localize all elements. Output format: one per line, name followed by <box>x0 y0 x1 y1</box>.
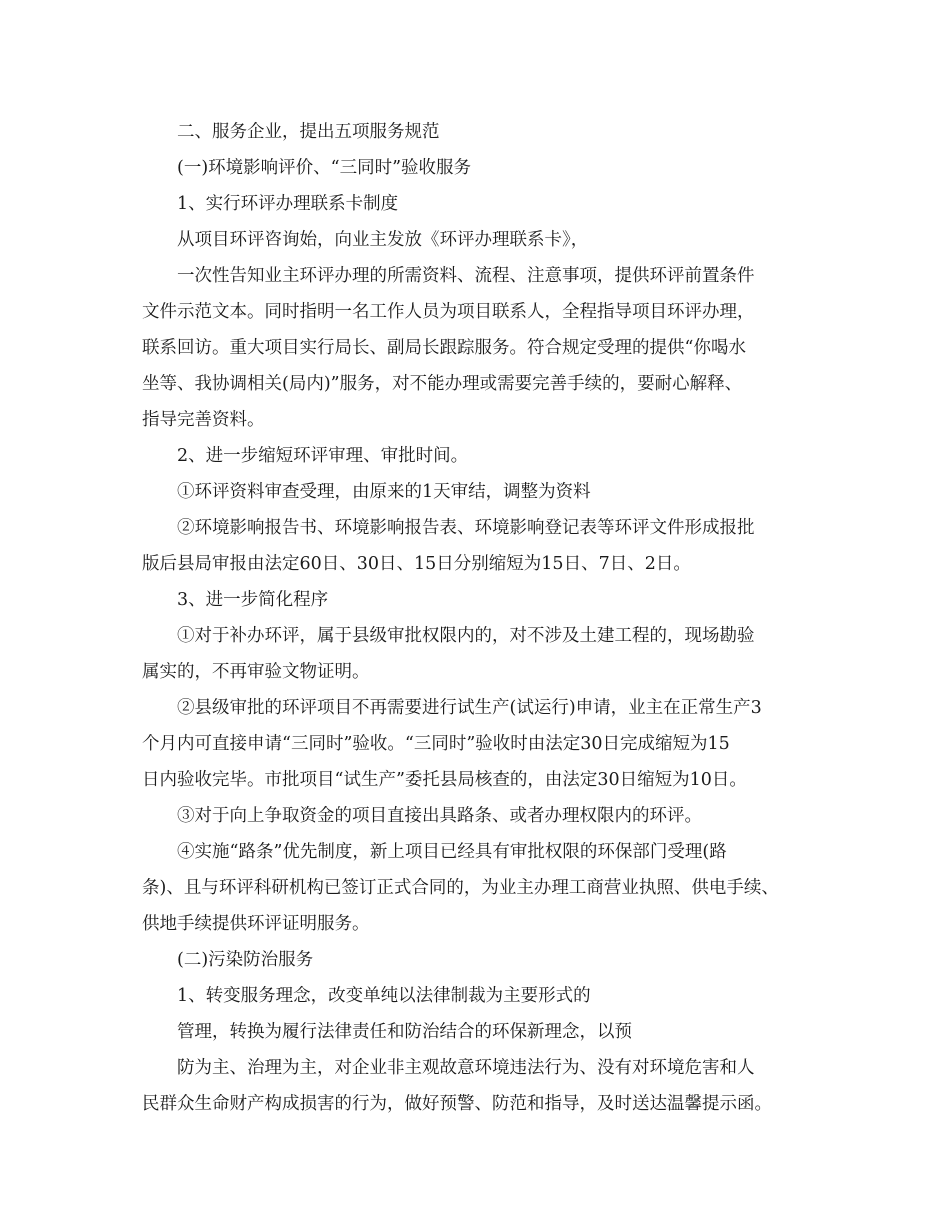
subsection-heading: (二)污染防治服务 <box>177 950 314 970</box>
section-heading: 二、服务企业，提出五项服务规范 <box>177 122 440 142</box>
paragraph-line: ②环境影响报告书、环境影响报告表、环境影响登记表等环评文件形成报批 <box>177 518 755 538</box>
paragraph-line: 管理，转换为履行法律责任和防治结合的环保新理念，以预 <box>177 1022 632 1042</box>
paragraph-line: 从项目环评咨询始，向业主发放《环评办理联系卡》， <box>177 230 589 250</box>
paragraph-line: ③对于向上争取资金的项目直接出具路条、或者办理权限内的环评。 <box>177 806 702 826</box>
paragraph-line: ①环评资料审查受理，由原来的1天审结，调整为资料 <box>177 482 591 502</box>
item-heading: 1、实行环评办理联系卡制度 <box>177 194 399 214</box>
paragraph-line: 供地手续提供环评证明服务。 <box>142 914 370 934</box>
paragraph-line: 防为主、治理为主，对企业非主观故意环境违法行为、没有对环境危害和人 <box>177 1058 755 1078</box>
paragraph-line: 坐等、我协调相关(局内)”服务，对不能办理或需要完善手续的，要耐心解释、 <box>142 374 743 394</box>
paragraph-line: ④实施“路条”优先制度，新上项目已经具有审批权限的环保部门受理(路 <box>177 842 727 862</box>
subsection-heading: (一)环境影响评价、“三同时”验收服务 <box>177 158 472 178</box>
paragraph-line: ①对于补办环评，属于县级审批权限内的，对不涉及土建工程的，现场勘验 <box>177 626 755 646</box>
paragraph-line: 条)、且与环评科研机构已签订正式合同的，为业主办理工商营业执照、供电手续、 <box>142 878 779 898</box>
paragraph-line: 一次性告知业主环评办理的所需资料、流程、注意事项，提供环评前置条件 <box>177 266 755 286</box>
paragraph-line: 日内验收完毕。市批项目“试生产”委托县局核查的，由法定30日缩短为10日。 <box>142 770 747 790</box>
item-heading: 1、转变服务理念，改变单纯以法律制裁为主要形式的 <box>177 986 591 1006</box>
paragraph-line: 联系回访。重大项目实行局长、副局长跟踪服务。符合规定受理的提供“你喝水 <box>142 338 746 358</box>
paragraph-line: ②县级审批的环评项目不再需要进行试生产(试运行)申请，业主在正常生产3 <box>177 698 762 718</box>
paragraph-line: 个月内可直接申请“三同时”验收。“三同时”验收时由法定30日完成缩短为15 <box>142 734 730 754</box>
paragraph-line: 民群众生命财产构成损害的行为，做好预警、防范和指导，及时送达温馨提示函。 <box>142 1094 772 1114</box>
paragraph-line: 版后县局审报由法定60日、30日、15日分别缩短为15日、7日、2日。 <box>142 554 691 574</box>
paragraph-line: 文件示范文本。同时指明一名工作人员为项目联系人，全程指导项目环评办理， <box>142 302 755 322</box>
item-heading: 3、进一步简化程序 <box>177 590 329 610</box>
paragraph-line: 指导完善资料。 <box>142 410 265 430</box>
paragraph-line: 属实的，不再审验文物证明。 <box>142 662 370 682</box>
item-heading: 2、进一步缩短环评审理、审批时间。 <box>177 446 469 466</box>
